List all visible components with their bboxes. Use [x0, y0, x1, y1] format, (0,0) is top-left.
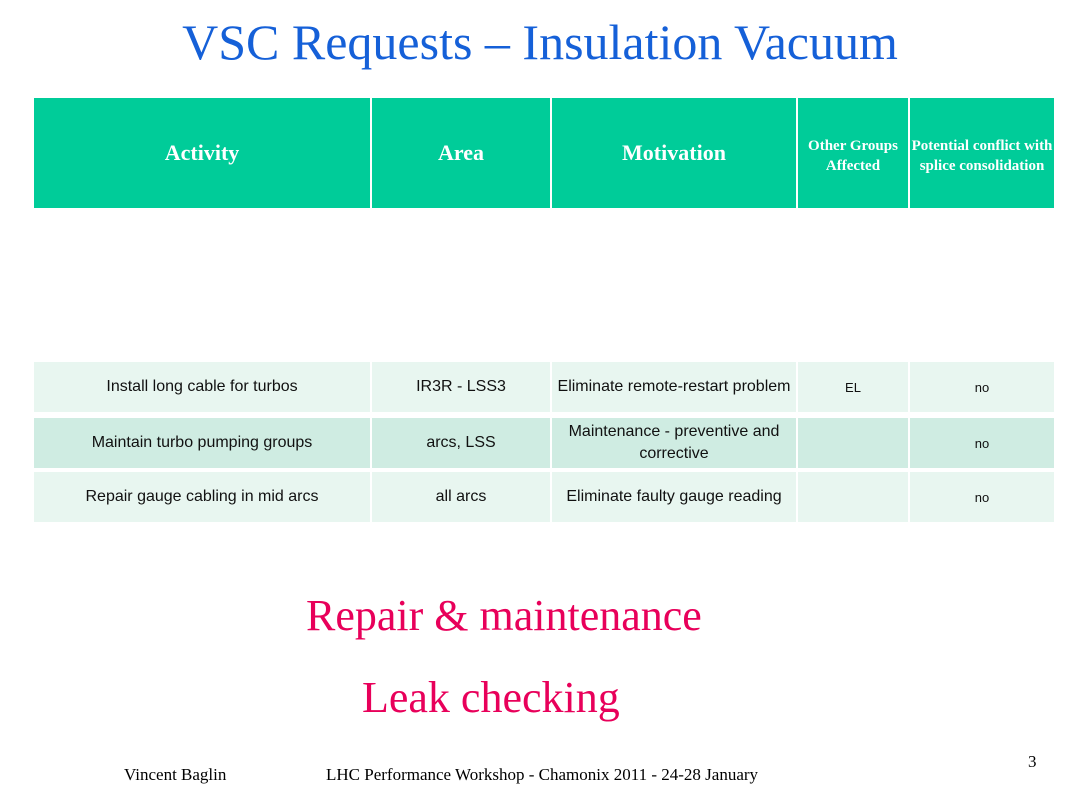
cell-activity: Repair gauge cabling in mid arcs	[34, 472, 372, 522]
table-row	[34, 362, 1054, 412]
cell-activity: Install long cable for turbos	[34, 362, 372, 412]
cell-other-groups: EL	[798, 362, 910, 412]
subtitle-leak-checking: Leak checking	[362, 673, 620, 722]
table-row	[34, 472, 1054, 522]
footer-event: LHC Performance Workshop - Chamonix 2011 - 24-28 January	[326, 765, 759, 784]
cell-other-groups	[798, 472, 910, 522]
cell-conflict: no	[974, 489, 990, 505]
row-divider	[34, 412, 1054, 416]
cell-area: all arcs	[372, 472, 552, 522]
cell-area: IR3R - LSS3	[372, 362, 552, 412]
subtitle-repair-maintenance: Repair & maintenance	[306, 591, 702, 640]
header-activity: Activity	[34, 98, 372, 208]
cell-motivation: Maintenance - preventive and corrective	[552, 418, 798, 468]
page-number: 3	[1028, 752, 1037, 771]
table-header-row	[34, 98, 1054, 208]
cell-motivation: Eliminate remote-restart problem	[552, 362, 798, 412]
cell-conflict: no	[974, 435, 990, 451]
slide-title: VSC Requests – Insulation Vacuum	[182, 14, 898, 70]
header-motivation: Motivation	[552, 98, 798, 208]
table-row	[34, 418, 1054, 468]
cell-conflict: no	[974, 379, 990, 395]
cell-other-groups	[798, 418, 910, 468]
header-other-groups: Other Groups Affected	[798, 98, 910, 208]
header-potential-conflict: Potential conflict with splice consolidation	[911, 138, 1053, 174]
footer-author: Vincent Baglin	[124, 765, 227, 784]
cell-activity: Maintain turbo pumping groups	[34, 418, 372, 468]
cell-area: arcs, LSS	[372, 418, 552, 468]
cell-motivation: Eliminate faulty gauge reading	[552, 472, 798, 522]
header-area: Area	[372, 98, 552, 208]
